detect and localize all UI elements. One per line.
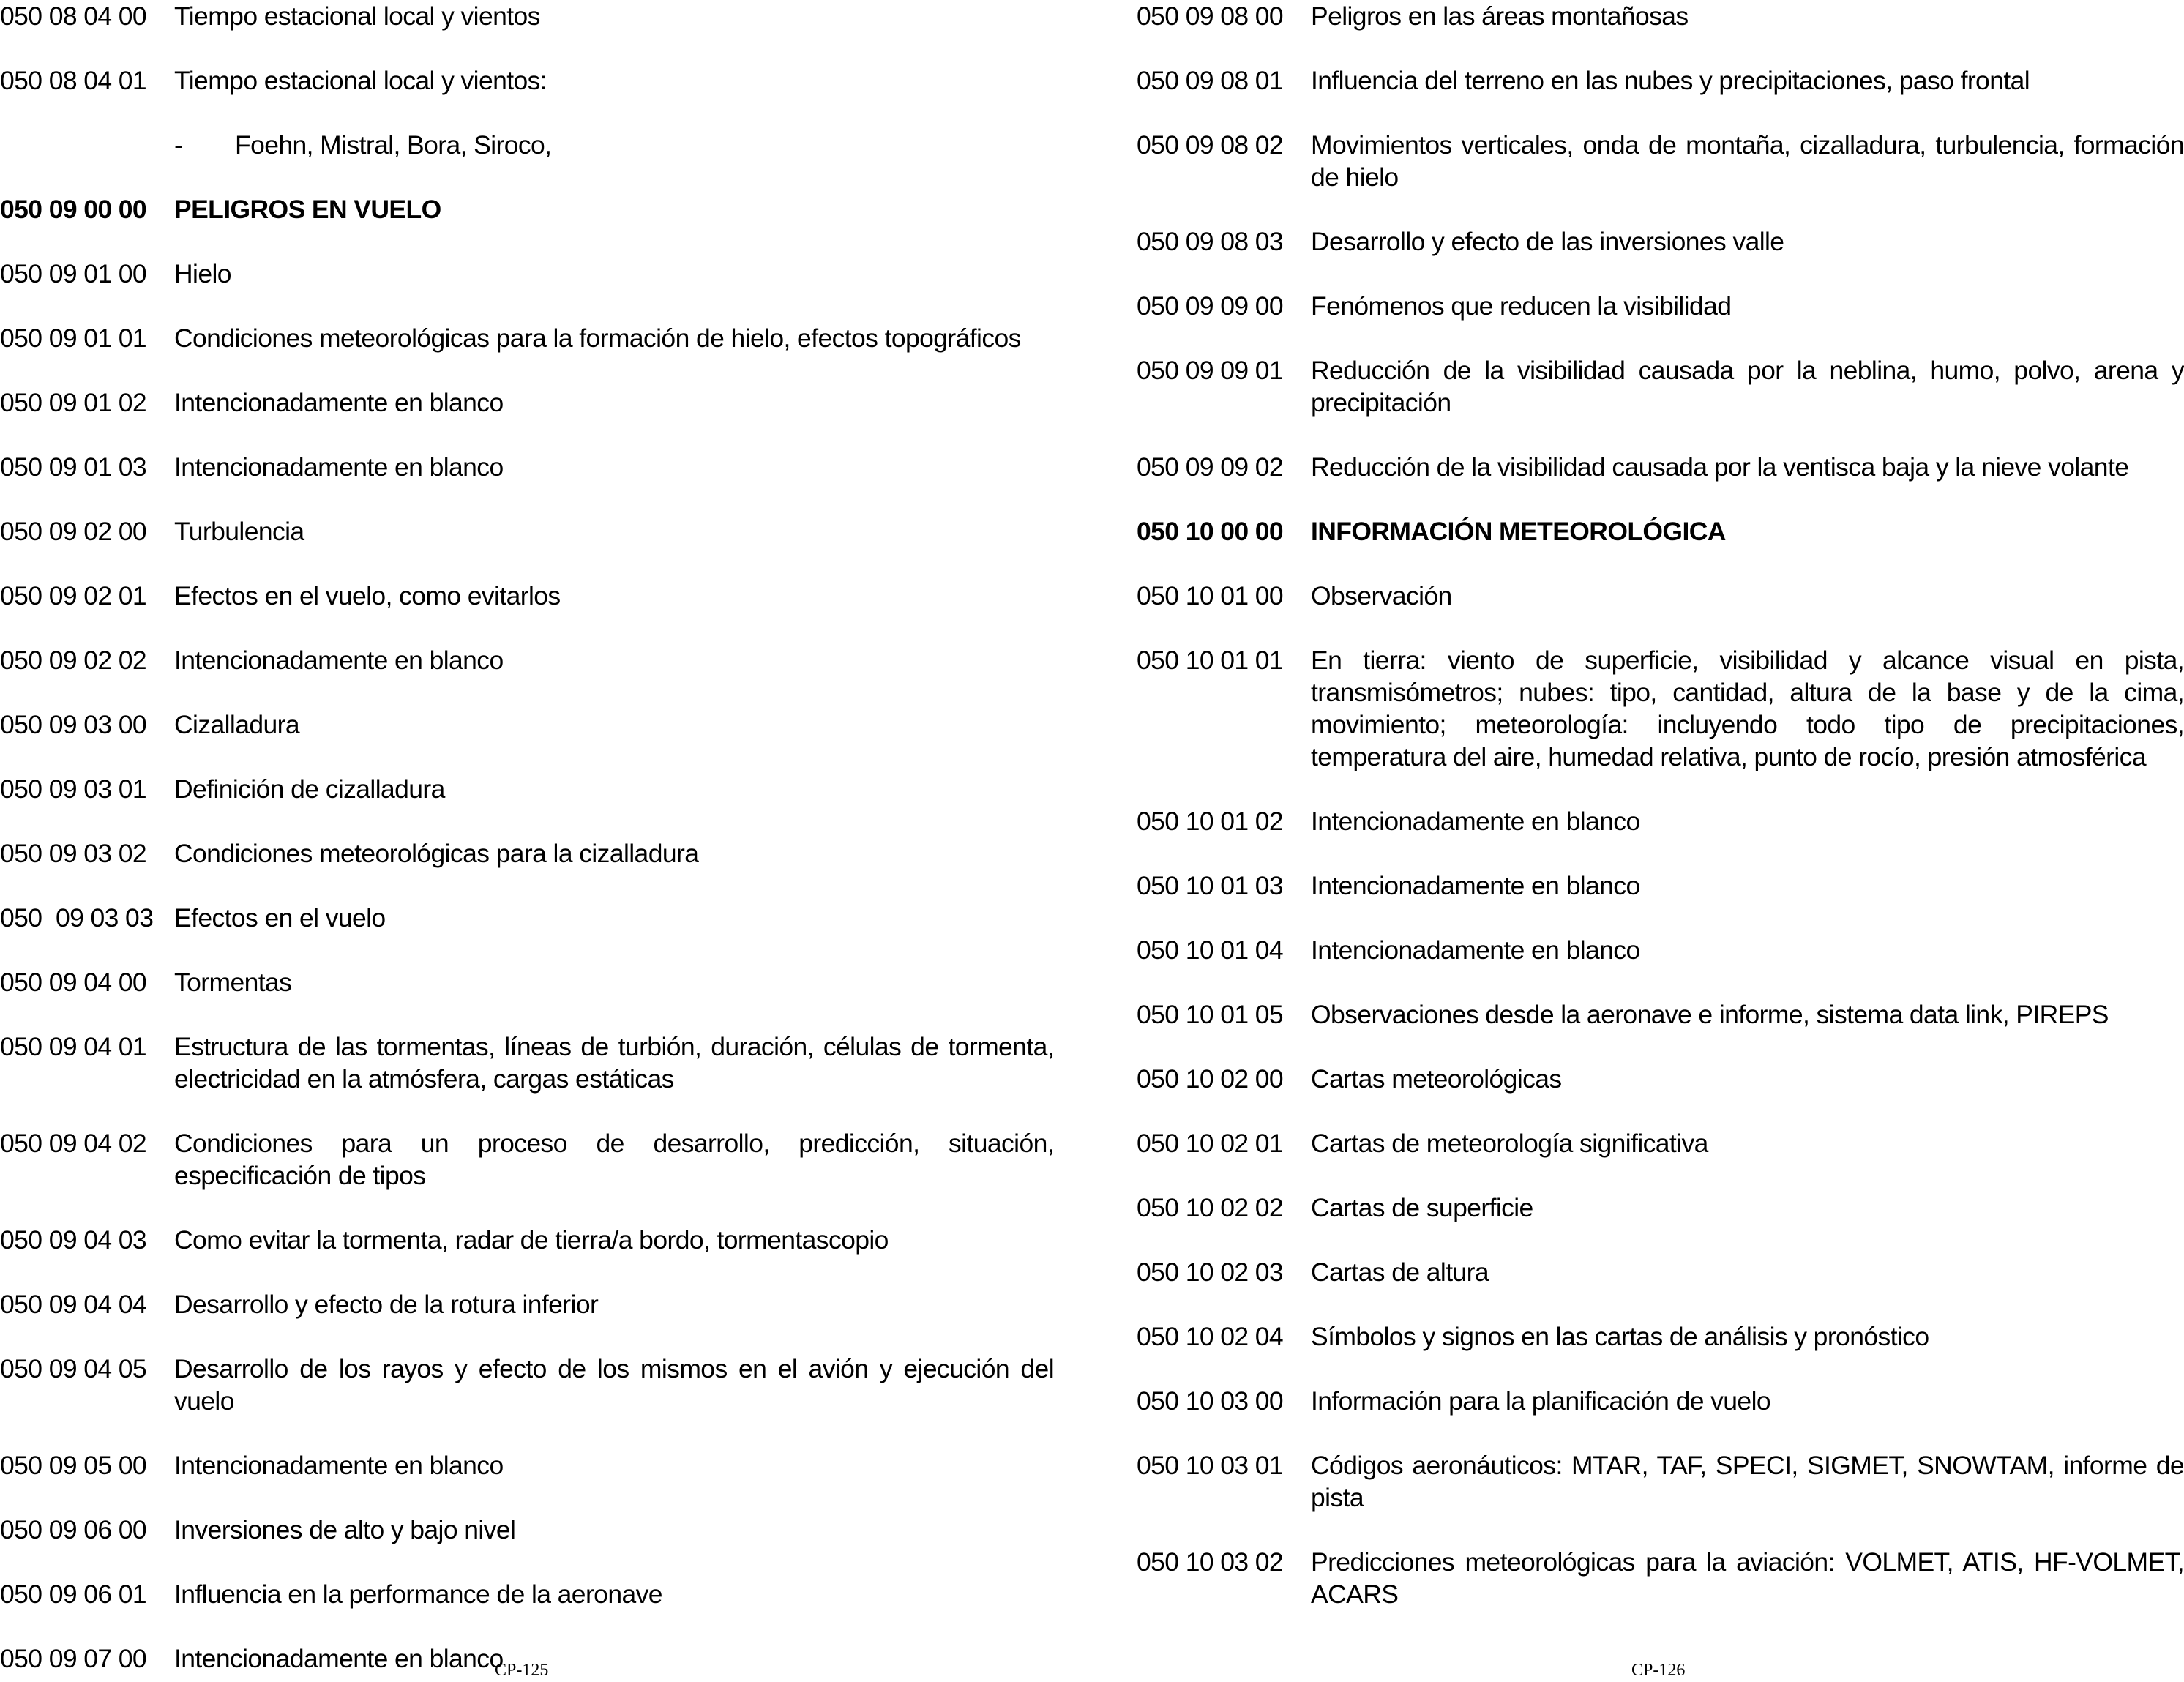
entry-text: Intencionadamente en blanco (174, 1451, 504, 1480)
syllabus-entry (1137, 1063, 2184, 1095)
entry-text: Tormentas (174, 968, 292, 997)
syllabus-entry (0, 644, 1054, 676)
entry-text: Desarrollo de los rayos y efecto de los mismos en el avión y ejecución del vuelo (174, 1354, 1054, 1416)
entry-code: 050 09 09 02 (1137, 452, 1284, 482)
syllabus-entry (1137, 1385, 2184, 1417)
syllabus-entry (1137, 870, 2184, 902)
entry-code: 050 09 01 00 (0, 259, 147, 288)
entry-text: Reducción de la visibilidad causada por la ventisca baja y la nieve volante (1311, 452, 2129, 482)
entry-code: 050 09 03 02 (0, 839, 147, 868)
entry-text: Intencionadamente en blanco (174, 646, 504, 675)
entry-text: Símbolos y signos en las cartas de análisis y pronóstico (1311, 1322, 1929, 1351)
syllabus-entry (1137, 1192, 2184, 1224)
entry-code: 050 10 03 00 (1137, 1386, 1284, 1416)
entry-text: Fenómenos que reducen la visibilidad (1311, 291, 1732, 321)
entry-code: 050 09 04 02 (0, 1129, 147, 1158)
syllabus-entry (1137, 1320, 2184, 1353)
page-number-left: CP-125 (495, 1661, 549, 1680)
syllabus-entry (1137, 805, 2184, 837)
entry-text: Observación (1311, 581, 1452, 610)
entry-code: 050 09 02 00 (0, 517, 147, 546)
syllabus-entry (0, 709, 1054, 741)
syllabus-entry (0, 322, 1054, 354)
entry-code: 050 10 01 01 (1137, 646, 1284, 675)
syllabus-entry (1137, 1449, 2184, 1514)
entry-text: Movimientos verticales, onda de montaña, cizalladura, turbulencia, formación de hielo (1311, 130, 2184, 192)
syllabus-entry (1137, 1546, 2184, 1610)
entry-text: Intencionadamente en blanco (1311, 935, 1640, 965)
entry-code: 050 10 01 03 (1137, 871, 1284, 900)
syllabus-entry (1137, 451, 2184, 483)
entry-text: Efectos en el vuelo (174, 903, 386, 932)
syllabus-entry (1137, 580, 2184, 612)
entry-code: 050 10 02 01 (1137, 1129, 1284, 1158)
entry-text: Inversiones de alto y bajo nivel (174, 1515, 516, 1544)
entry-text: Predicciones meteorológicas para la aviación: VOLMET, ATIS, HF-VOLMET, ACARS (1311, 1547, 2184, 1609)
entry-text: Cizalladura (174, 710, 299, 739)
entry-code: 050 09 09 00 (1137, 291, 1284, 321)
syllabus-entry (0, 773, 1054, 805)
syllabus-entry (0, 1578, 1054, 1610)
entry-text: Condiciones para un proceso de desarrollo, predicción, situación, especificación de tipos (174, 1129, 1054, 1190)
syllabus-entry (0, 966, 1054, 998)
entry-text: Cartas de altura (1311, 1257, 1489, 1287)
entry-text: Tiempo estacional local y vientos: (174, 66, 547, 95)
syllabus-entry (1137, 354, 2184, 419)
syllabus-entry (1137, 998, 2184, 1031)
page-number-right: CP-126 (1631, 1661, 1686, 1680)
entry-text: Condiciones meteorológicas para la formación de hielo, efectos topográficos (174, 324, 1021, 353)
entry-code: 050 09 04 00 (0, 968, 147, 997)
entry-code: 050 10 01 05 (1137, 1000, 1284, 1029)
syllabus-entry (0, 386, 1054, 419)
syllabus-entry (0, 1224, 1054, 1256)
entry-code: 050 09 08 02 (1137, 130, 1284, 160)
section-heading (1137, 515, 2184, 547)
syllabus-entry (0, 451, 1054, 483)
entry-code: 050 09 08 00 (1137, 1, 1284, 31)
entry-text: Intencionadamente en blanco (174, 1644, 504, 1673)
entry-text: Turbulencia (174, 517, 304, 546)
entry-code: 050 09 02 02 (0, 646, 147, 675)
entry-text: INFORMACIÓN METEOROLÓGICA (1311, 517, 1726, 546)
syllabus-entry (0, 515, 1054, 547)
entry-code: 050 09 03 00 (0, 710, 147, 739)
syllabus-entry (1137, 1127, 2184, 1159)
entry-code: 050 09 03 03 (0, 903, 154, 932)
entry-code: 050 09 08 03 (1137, 227, 1284, 256)
syllabus-entry (1137, 290, 2184, 322)
page-right (1137, 0, 2184, 1682)
bullet-text: Foehn, Mistral, Bora, Siroco, (235, 130, 552, 160)
syllabus-entry (0, 1288, 1054, 1320)
bullet-item (0, 129, 1054, 161)
entry-text: Tiempo estacional local y vientos (174, 1, 540, 31)
syllabus-entry (1137, 644, 2184, 773)
entry-text: Reducción de la visibilidad causada por la neblina, humo, polvo, arena y precipitación (1311, 356, 2184, 417)
entry-code: 050 10 02 00 (1137, 1064, 1284, 1094)
syllabus-entry (0, 258, 1054, 290)
syllabus-entry (0, 837, 1054, 870)
entry-text: Definición de cizalladura (174, 774, 445, 804)
syllabus-entry (0, 1514, 1054, 1546)
syllabus-entry (1137, 64, 2184, 97)
entry-code: 050 10 02 02 (1137, 1193, 1284, 1222)
entry-text: Observaciones desde la aeronave e informe, sistema data link, PIREPS (1311, 1000, 2109, 1029)
entry-code: 050 08 04 01 (0, 66, 147, 95)
entry-code: 050 09 06 01 (0, 1580, 147, 1609)
entry-code: 050 10 02 04 (1137, 1322, 1284, 1351)
syllabus-entry (0, 1031, 1054, 1095)
entry-text: Cartas de superficie (1311, 1193, 1533, 1222)
syllabus-entry (1137, 1256, 2184, 1288)
syllabus-entry (0, 902, 1054, 934)
entry-text: En tierra: viento de superficie, visibilidad y alcance visual en pista, transmisómetros; nubes: tipo, cantidad, altura de la base y de la cima, movimiento; meteorología: incluyendo todo tipo de precipitaciones, temperatura del aire, humedad relativa, punto de rocío, presión atmosférica (1311, 646, 2184, 771)
syllabus-entry (1137, 225, 2184, 258)
entry-code: 050 09 00 00 (0, 195, 147, 224)
entry-code: 050 09 02 01 (0, 581, 147, 610)
syllabus-entry (0, 1449, 1054, 1481)
entry-text: PELIGROS EN VUELO (174, 195, 441, 224)
entry-code: 050 09 07 00 (0, 1644, 147, 1673)
entry-code: 050 08 04 00 (0, 1, 147, 31)
entry-code: 050 09 04 05 (0, 1354, 147, 1383)
entry-text: Desarrollo y efecto de la rotura inferior (174, 1290, 599, 1319)
entry-text: Efectos en el vuelo, como evitarlos (174, 581, 561, 610)
page-left (0, 0, 1054, 1682)
entry-code: 050 09 01 02 (0, 388, 147, 417)
entry-code: 050 09 08 01 (1137, 66, 1284, 95)
entry-text: Intencionadamente en blanco (174, 452, 504, 482)
syllabus-entry (0, 1353, 1054, 1417)
syllabus-entry (0, 0, 1054, 32)
entry-code: 050 10 01 04 (1137, 935, 1284, 965)
entry-code: 050 09 09 01 (1137, 356, 1284, 385)
entry-code: 050 09 04 03 (0, 1225, 147, 1255)
syllabus-entry (1137, 934, 2184, 966)
entry-code: 050 09 01 01 (0, 324, 147, 353)
entry-text: Hielo (174, 259, 231, 288)
entry-code: 050 09 04 04 (0, 1290, 147, 1319)
syllabus-entry (1137, 0, 2184, 32)
entry-code: 050 09 01 03 (0, 452, 147, 482)
syllabus-entry (0, 1127, 1054, 1192)
entry-code: 050 09 03 01 (0, 774, 147, 804)
entry-code: 050 10 01 00 (1137, 581, 1284, 610)
syllabus-entry (0, 64, 1054, 97)
entry-text: Cartas de meteorología significativa (1311, 1129, 1708, 1158)
entry-text: Desarrollo y efecto de las inversiones valle (1311, 227, 1784, 256)
entry-text: Intencionadamente en blanco (1311, 871, 1640, 900)
entry-code: 050 10 01 02 (1137, 807, 1284, 836)
entry-text: Códigos aeronáuticos: MTAR, TAF, SPECI, SIGMET, SNOWTAM, informe de pista (1311, 1451, 2184, 1512)
entry-code: 050 10 03 01 (1137, 1451, 1284, 1480)
syllabus-entry (1137, 129, 2184, 193)
entry-code: 050 09 05 00 (0, 1451, 147, 1480)
entry-text: Condiciones meteorológicas para la cizalladura (174, 839, 699, 868)
entry-text: Influencia del terreno en las nubes y precipitaciones, paso frontal (1311, 66, 2030, 95)
entry-code: 050 10 03 02 (1137, 1547, 1284, 1577)
entry-text: Estructura de las tormentas, líneas de turbión, duración, células de tormenta, electricidad en la atmósfera, cargas estáticas (174, 1032, 1054, 1094)
entry-text: Intencionadamente en blanco (174, 388, 504, 417)
entry-text: Cartas meteorológicas (1311, 1064, 1562, 1094)
entry-text: Intencionadamente en blanco (1311, 807, 1640, 836)
bullet-dash: - (174, 130, 183, 160)
section-heading (0, 193, 1054, 225)
entry-code: 050 09 04 01 (0, 1032, 147, 1061)
entry-code: 050 09 06 00 (0, 1515, 147, 1544)
entry-text: Influencia en la performance de la aeronave (174, 1580, 662, 1609)
entry-code: 050 10 00 00 (1137, 517, 1284, 546)
entry-text: Como evitar la tormenta, radar de tierra/a bordo, tormentascopio (174, 1225, 889, 1255)
syllabus-entry (0, 580, 1054, 612)
entry-code: 050 10 02 03 (1137, 1257, 1284, 1287)
entry-text: Peligros en las áreas montañosas (1311, 1, 1689, 31)
entry-text: Información para la planificación de vuelo (1311, 1386, 1770, 1416)
